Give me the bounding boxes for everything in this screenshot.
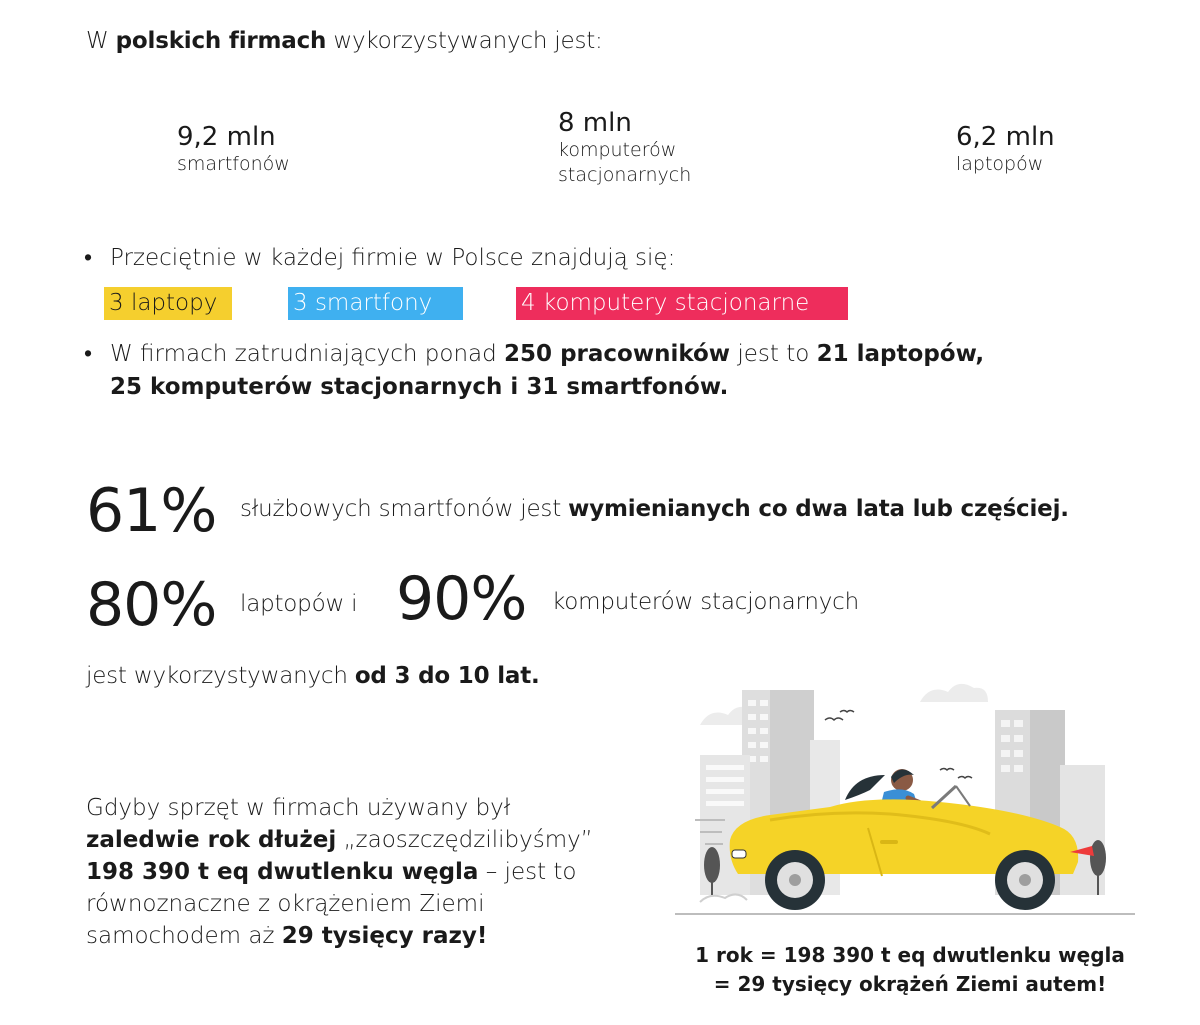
stat-value: 8 mln xyxy=(558,108,632,138)
bullet-dot: • xyxy=(84,245,93,271)
stat-value: 9,2 mln xyxy=(177,122,276,152)
intro-heading: W polskich firmach wykorzystywanych jest: xyxy=(86,28,603,54)
stat-label: laptopów xyxy=(956,153,1044,175)
pct-90-text: komputerów stacjonarnych xyxy=(552,589,860,615)
pct-61-text: służbowych smartfonów jest wymienianych co dwa lata lub częściej. xyxy=(240,496,1069,522)
tag-desktops: 4 komputery stacjonarne xyxy=(516,287,848,320)
pct-90: 90% xyxy=(396,564,527,634)
stat-value: 6,2 mln xyxy=(956,122,1055,152)
bullet-average: • Przeciętnie w każdej firmie w Polsce znajdują się: xyxy=(110,242,675,275)
stat-smartphones xyxy=(177,122,290,177)
usage-duration: jest wykorzystywanych od 3 do 10 lat. xyxy=(86,663,540,689)
stat-laptops xyxy=(956,122,1055,177)
bullet-dot: • xyxy=(84,341,93,367)
pct-80-text: laptopów i xyxy=(240,591,358,617)
stat-label: stacjonarnych xyxy=(558,164,692,186)
bullet-large-companies: • W firmach zatrudniających ponad 250 pracowników jest to 21 laptopów, 25 komputerów stacjonarnych i 31 smartfonów. xyxy=(110,338,1110,404)
stat-desktops xyxy=(558,108,691,188)
stat-label: komputerów xyxy=(558,139,677,161)
stat-label: smartfonów xyxy=(177,153,290,175)
pct-61: 61% xyxy=(86,476,217,546)
equation-caption: 1 rok = 198 390 t eq dwutlenku węgla = 29 tysięcy okrążeń Ziemi autem! xyxy=(695,943,1125,996)
tag-smartphones: 3 smartfony xyxy=(288,287,463,320)
pct-80: 80% xyxy=(86,570,217,640)
car-city-illustration xyxy=(670,680,1140,925)
tag-laptops: 3 laptopy xyxy=(104,287,232,320)
savings-paragraph: Gdyby sprzęt w firmach używany był zaledwie rok dłużej „zaoszczędzilibyśmy” 198 390 t eq dwutlenku węgla – jest to równoznaczne z okrążeniem Ziemi samochodem aż 29 tysięcy razy! xyxy=(86,795,593,949)
